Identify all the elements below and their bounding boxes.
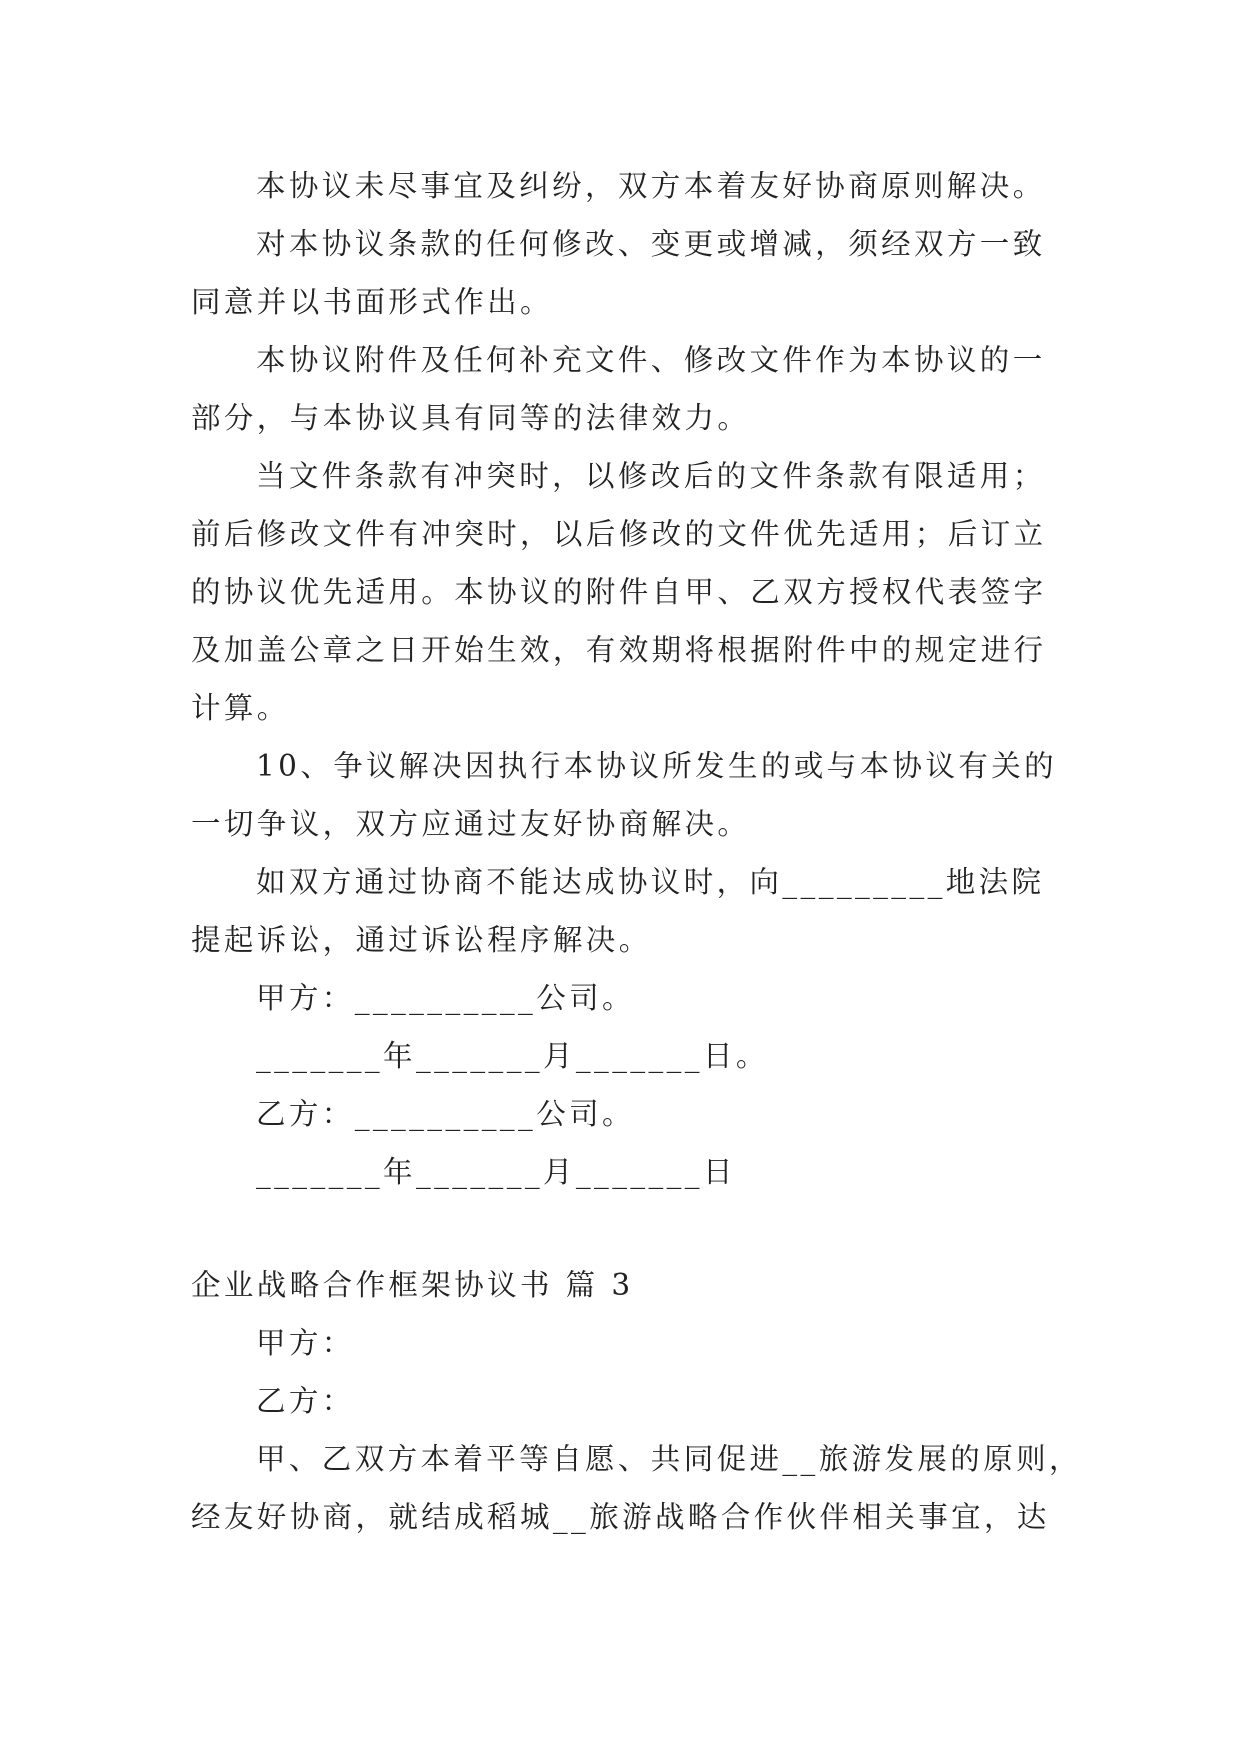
party-a-label: 甲方： (256, 1326, 355, 1360)
paragraph-line: 提起诉讼，通过诉讼程序解决。 (191, 923, 652, 957)
paragraph-line: 如双方通过协商不能达成协议时，向_________地法院 (256, 865, 1045, 899)
paragraph-line: 及加盖公章之日开始生效，有效期将根据附件中的规定进行 (191, 633, 1047, 667)
paragraph-line: 前后修改文件有冲突时，以后修改的文件优先适用；后订立 (191, 517, 1047, 551)
paragraph-line: 10、争议解决因执行本协议所发生的或与本协议有关的 (256, 749, 1058, 783)
paragraph-line: 本协议附件及任何补充文件、修改文件作为本协议的一 (256, 343, 1046, 377)
paragraph-line: 本协议未尽事宜及纠纷，双方本着友好协商原则解决。 (256, 169, 1046, 203)
paragraph-line: 计算。 (191, 691, 290, 725)
paragraph-line: 甲、乙双方本着平等自愿、共同促进__旅游发展的原则， (256, 1442, 1082, 1476)
signature-date-a: _______年_______月_______日。 (256, 1039, 769, 1073)
signature-date-b: _______年_______月_______日 (256, 1155, 736, 1189)
paragraph-line: 经友好协商，就结成稻城__旅游战略合作伙伴相关事宜，达 (191, 1500, 1050, 1534)
paragraph-line: 当文件条款有冲突时，以修改后的文件条款有限适用； (256, 459, 1046, 493)
party-b-label: 乙方： (256, 1384, 355, 1418)
signature-party-a: 甲方：__________公司。 (256, 981, 635, 1015)
paragraph-line: 同意并以书面形式作出。 (191, 285, 553, 319)
paragraph-line: 部分，与本协议具有同等的法律效力。 (191, 401, 751, 435)
paragraph-line: 的协议优先适用。本协议的附件自甲、乙双方授权代表签字 (191, 575, 1047, 609)
paragraph-line: 对本协议条款的任何修改、变更或增减，须经双方一致 (256, 227, 1046, 261)
signature-party-b: 乙方：__________公司。 (256, 1097, 635, 1131)
paragraph-line: 一切争议，双方应通过友好协商解决。 (191, 807, 751, 841)
section-heading: 企业战略合作框架协议书 篇 3 (191, 1268, 634, 1302)
